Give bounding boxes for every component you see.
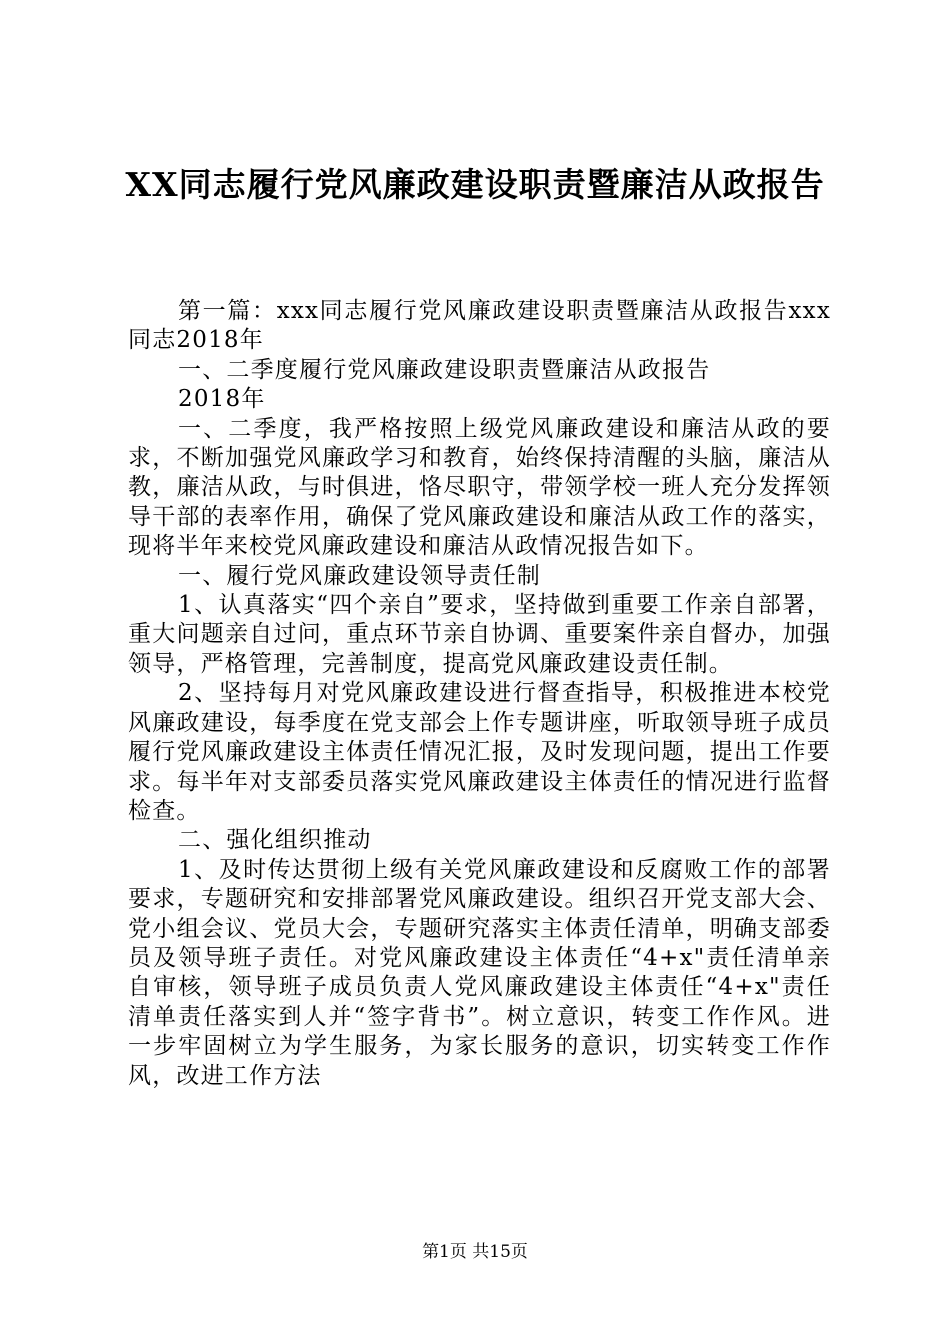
paragraph: 一、二季度履行党风廉政建设职责暨廉洁从政报告 bbox=[178, 356, 711, 383]
document-body bbox=[128, 297, 831, 1091]
document-title: XX同志履行党风廉政建设职责暨廉洁从政报告 bbox=[125, 165, 825, 204]
section-heading: 二、强化组织推动 bbox=[178, 827, 372, 854]
paragraph: 一、二季度，我严格按照上级党风廉政建设和廉洁从政的要求，不断加强党风廉政学习和教育，始终保持清醒的头脑，廉洁从教，廉洁从政，与时俱进，恪尽职守，带领学校一班人充分发挥领导干部的表率作用，确保了党风廉政建设和廉洁从政工作的落实，现将半年来校党风廉政建设和廉洁从政情况报告如下。 bbox=[128, 415, 831, 560]
section-heading: 一、履行党风廉政建设领导责任制 bbox=[178, 562, 541, 589]
paragraph: 1、及时传达贯彻上级有关党风廉政建设和反腐败工作的部署要求，专题研究和安排部署党风廉政建设。组织召开党支部大会、党小组会议、党员大会，专题研究落实主体责任清单，明确支部委员及领导班子责任。对党风廉政建设主体责任“4+x"责任清单亲自审核，领导班子成员负责人党风廉政建设主体责任“4+x"责任清单责任落实到人并“签字背书”。树立意识，转变工作作风。进一步牢固树立为学生服务，为家长服务的意识，切实转变工作作风，改进工作方法 bbox=[128, 856, 831, 1089]
page-footer: 第1页 共15页 bbox=[422, 1242, 528, 1262]
paragraph: 2、坚持每月对党风廉政建设进行督查指导，积极推进本校党风廉政建设，每季度在党支部会上作专题讲座，听取领导班子成员履行党风廉政建设主体责任情况汇报，及时发现问题，提出工作要求。每半年对支部委员落实党风廉政建设主体责任的情况进行监督检查。 bbox=[128, 680, 831, 824]
paragraph: 第一篇：xxx同志履行党风廉政建设职责暨廉洁从政报告xxx同志2018年 bbox=[128, 298, 831, 354]
paragraph: 2018年 bbox=[178, 386, 266, 413]
paragraph: 1、认真落实“四个亲自”要求，坚持做到重要工作亲自部署，重大问题亲自过问，重点环节亲自协调、重要案件亲自督办，加强领导，严格管理，完善制度，提高党风廉政建设责任制。 bbox=[128, 592, 831, 677]
